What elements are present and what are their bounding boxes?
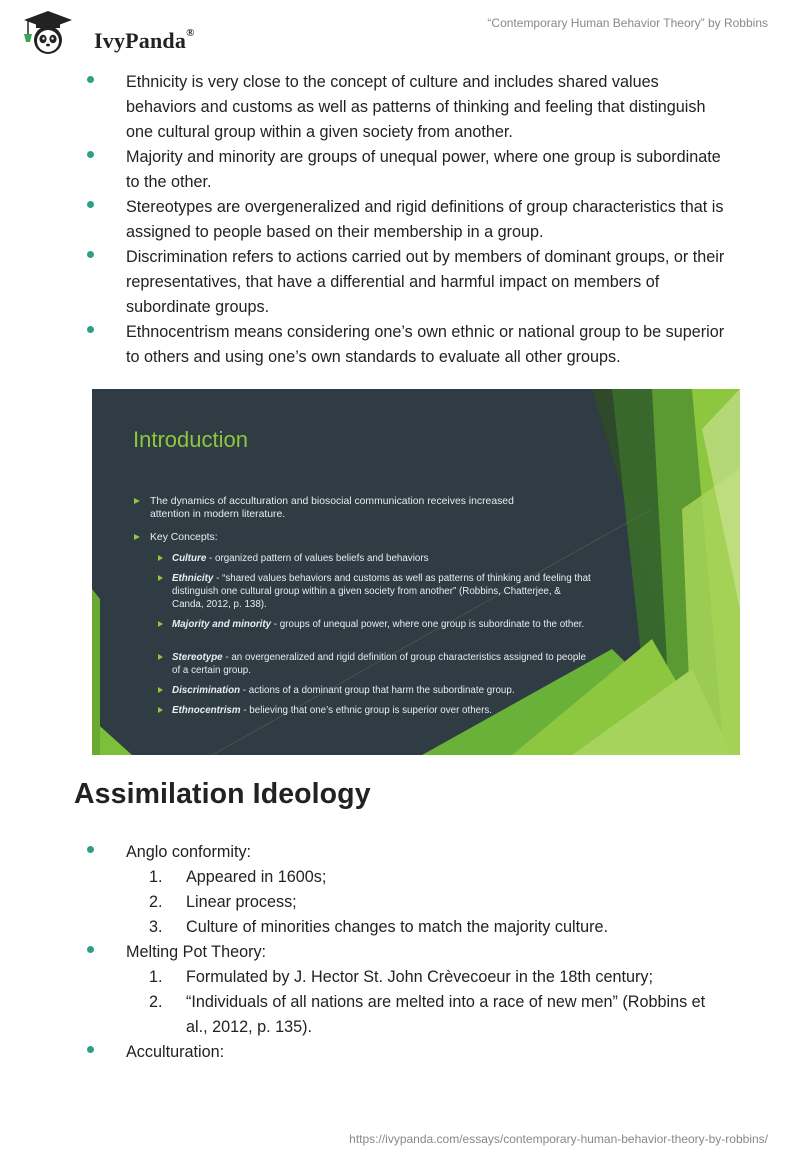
numbered-item <box>0 990 800 1040</box>
slide-arrow-icon <box>158 687 163 693</box>
bullet-item <box>0 320 800 370</box>
bullet-dot-icon <box>87 201 94 208</box>
slide-concept-item <box>172 618 592 631</box>
logo-wordmark: IvyPanda® <box>94 26 195 53</box>
bullet-item <box>0 840 800 865</box>
bullet-text: Discrimination refers to actions carried out by members of dominant groups, or their representatives, that have a differential and harmful impact on members of subordinate groups. <box>126 248 725 316</box>
slide-concept-definition: - an overgeneralized and rigid definition of group characteristics assigned to people of a certain group. <box>172 652 586 676</box>
introduction-slide-image <box>92 389 740 755</box>
slide-arrow-icon <box>158 575 163 581</box>
item-number: 2. <box>149 893 163 911</box>
page-header <box>0 0 800 60</box>
slide-concept-definition: - “shared values behaviors and customs as well as patterns of thinking and feeling that distinguish one cultural group within a given society from another” (Robbins, Chatterjee, & Canda, 2012, p. 138). <box>172 573 591 610</box>
item-number: 3. <box>149 918 163 936</box>
bullet-dot-icon <box>87 326 94 333</box>
slide-concept-definition: - groups of unequal power, where one group is subordinate to the other. <box>271 619 585 630</box>
bullet-item <box>0 245 800 320</box>
bullet-item <box>0 145 800 195</box>
item-number: 1. <box>149 868 163 886</box>
item-text: Formulated by J. Hector St. John Crèvecoeur in the 18th century; <box>186 968 653 986</box>
slide-concept-term: Ethnicity <box>172 573 214 584</box>
numbered-item <box>0 890 800 915</box>
slide-concept-term: Discrimination <box>172 685 241 696</box>
item-text: Linear process; <box>186 893 297 911</box>
section-heading: Assimilation Ideology <box>74 778 371 810</box>
slide-concept-term: Ethnocentrism <box>172 705 241 716</box>
source-url[interactable]: https://ivypanda.com/essays/contemporary-human-behavior-theory-by-robbins/ <box>349 1132 768 1146</box>
slide-concept-definition: - believing that one’s ethnic group is superior over others. <box>240 705 493 716</box>
bullet-label: Anglo conformity: <box>126 843 252 861</box>
item-text: “Individuals of all nations are melted into a race of new men” (Robbins et al., 2012, p. 135). <box>186 993 706 1036</box>
assimilation-list <box>0 840 800 1065</box>
bullet-text: Majority and minority are groups of unequal power, where one group is subordinate to the other. <box>126 148 721 191</box>
slide-concept-item <box>172 572 592 611</box>
bullet-item <box>0 195 800 245</box>
slide-concept-term: Majority and minority <box>172 619 272 630</box>
bullet-item <box>0 940 800 965</box>
slide-concept-term: Culture <box>172 553 207 564</box>
bullet-text: Stereotypes are overgeneralized and rigid definitions of group characteristics that is assigned to people based on their membership in a group. <box>126 198 724 241</box>
bullet-label: Melting Pot Theory: <box>126 943 267 961</box>
slide-title: Introduction <box>133 427 248 452</box>
bullet-dot-icon <box>87 251 94 258</box>
item-number: 2. <box>149 993 163 1011</box>
slide-concept-item <box>172 704 592 717</box>
slide-arrow-icon <box>134 534 140 540</box>
slide-concept-item <box>172 651 592 677</box>
numbered-item <box>0 965 800 990</box>
item-number: 1. <box>149 968 163 986</box>
bullet-text: Ethnicity is very close to the concept of culture and includes shared values behaviors and customs as well as patterns of thinking and feeling that distinguish one cultural group within a given society from another. <box>126 73 706 141</box>
numbered-item <box>0 865 800 890</box>
slide-concept-term: Stereotype <box>172 652 223 663</box>
bullet-dot-icon <box>87 946 94 953</box>
bullet-dot-icon <box>87 846 94 853</box>
slide-concept-definition: - organized pattern of values beliefs and behaviors <box>206 553 429 564</box>
slide-arrow-icon <box>158 621 163 627</box>
numbered-item <box>0 915 800 940</box>
item-text: Culture of minorities changes to match the majority culture. <box>186 918 608 936</box>
slide-arrow-icon <box>158 654 163 660</box>
bullet-dot-icon <box>87 76 94 83</box>
bullet-item <box>0 1040 800 1065</box>
bullet-label: Acculturation: <box>126 1043 225 1061</box>
bullet-dot-icon <box>87 1046 94 1053</box>
slide-concept-definition: - actions of a dominant group that harm the subordinate group. <box>240 685 515 696</box>
bullet-dot-icon <box>87 151 94 158</box>
slide-arrow-icon <box>134 498 140 504</box>
item-text: Appeared in 1600s; <box>186 868 327 886</box>
slide-arrow-icon <box>158 555 163 561</box>
bullet-item <box>0 70 800 145</box>
panda-graduate-icon <box>14 8 78 56</box>
slide-key-concepts-label: Key Concepts: <box>150 532 218 543</box>
slide-intro-text: The dynamics of acculturation and biosocial communication receives increased attention in modern literature. <box>150 496 514 520</box>
slide-concept-item <box>172 552 592 565</box>
ivypanda-logo[interactable] <box>14 8 194 56</box>
slide-concept-item <box>172 684 592 697</box>
bullet-text: Ethnocentrism means considering one’s own ethnic or national group to be superior to others and using one’s own standards to evaluate all other groups. <box>126 323 725 366</box>
definitions-list <box>0 70 800 370</box>
slide-arrow-icon <box>158 707 163 713</box>
running-title: “Contemporary Human Behavior Theory” by Robbins <box>487 16 768 30</box>
